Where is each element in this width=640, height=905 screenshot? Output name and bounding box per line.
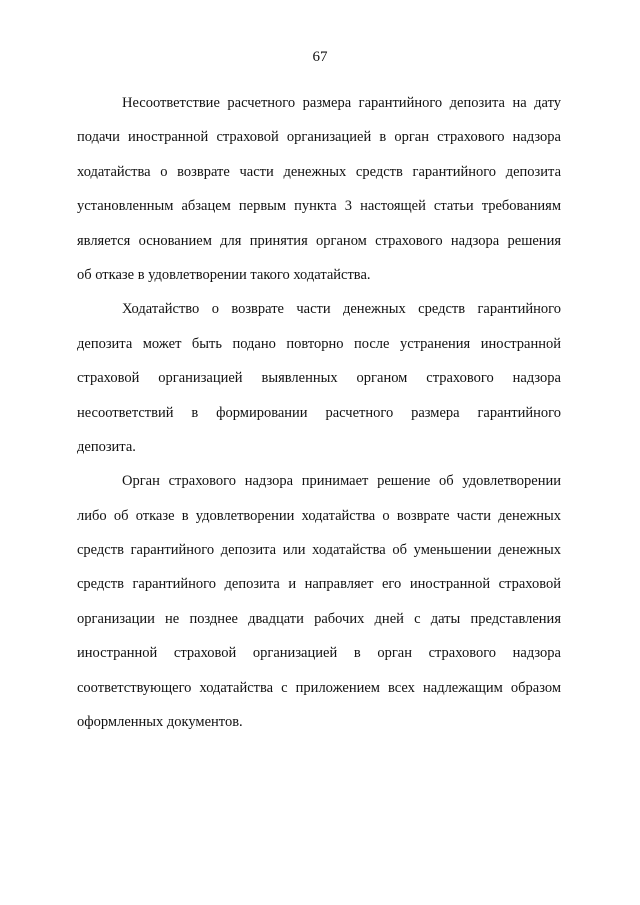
text-line: Ходатайство о возврате части денежных средств гарантийного <box>122 301 561 318</box>
paragraph-1 <box>77 86 561 292</box>
text-line: средств гарантийного депозита или ходатайства об уменьшении денежных <box>77 542 561 559</box>
text-line: страховой организацией выявленных органом страхового надзора <box>77 370 561 387</box>
paragraph-2 <box>77 292 561 464</box>
document-body <box>77 86 561 739</box>
text-line: средств гарантийного депозита и направляет его иностранной страховой <box>77 576 561 593</box>
text-line: иностранной страховой организацией в орган страхового надзора <box>77 645 561 662</box>
text-line: установленным абзацем первым пункта 3 настоящей статьи требованиям <box>77 198 561 215</box>
text-line: либо об отказе в удовлетворении ходатайства о возврате части денежных <box>77 507 561 524</box>
text-line: Орган страхового надзора принимает решение об удовлетворении <box>122 473 561 490</box>
page-number: 67 <box>312 49 328 65</box>
text-line: является основанием для принятия органом страхового надзора решения <box>77 232 561 249</box>
text-line: ходатайства о возврате части денежных средств гарантийного депозита <box>77 163 561 180</box>
text-line: организации не позднее двадцати рабочих дней с даты представления <box>77 610 561 627</box>
text-line: депозита может быть подано повторно после устранения иностранной <box>77 335 561 352</box>
text-line: соответствующего ходатайства с приложением всех надлежащим образом <box>77 679 561 696</box>
text-line: Несоответствие расчетного размера гарантийного депозита на дату <box>122 95 561 111</box>
text-line: оформленных документов. <box>77 714 243 731</box>
text-line: несоответствий в формировании расчетного размера гарантийного <box>77 404 561 421</box>
paragraph-3 <box>77 464 561 739</box>
text-line: подачи иностранной страховой организацией в орган страхового надзора <box>77 129 561 146</box>
text-line: депозита. <box>77 438 136 455</box>
text-line: об отказе в удовлетворении такого ходатайства. <box>77 266 371 283</box>
